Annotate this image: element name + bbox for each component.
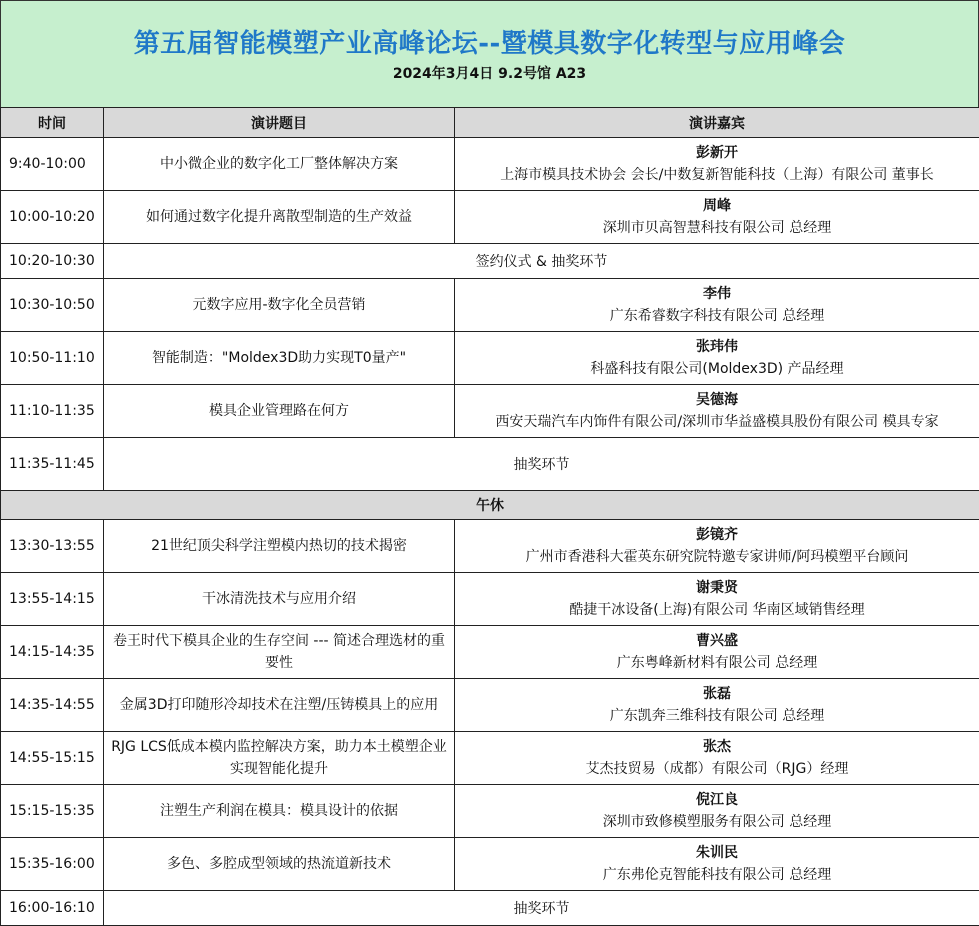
speaker-cell (455, 332, 979, 385)
speaker-name: 曹兴盛 (459, 630, 975, 652)
session-break-cell: 签约仪式 & 抽奖环节 (104, 244, 979, 279)
speaker-cell (455, 191, 979, 244)
topic-cell: 卷王时代下模具企业的生存空间 --- 简述合理选材的重要性 (104, 626, 455, 679)
column-header-speaker: 演讲嘉宾 (455, 108, 979, 138)
table-row (1, 244, 979, 279)
speaker-cell (455, 679, 979, 732)
time-cell: 15:15-15:35 (1, 785, 104, 838)
speaker-cell (455, 785, 979, 838)
table-row (1, 891, 979, 926)
table-row (1, 679, 979, 732)
column-header-time: 时间 (1, 108, 104, 138)
time-cell: 10:50-11:10 (1, 332, 104, 385)
topic-cell: 21世纪顶尖科学注塑模内热切的技术揭密 (104, 520, 455, 573)
topic-cell: 智能制造："Moldex3D助力实现T0量产" (104, 332, 455, 385)
speaker-name: 张磊 (459, 683, 975, 705)
time-cell: 16:00-16:10 (1, 891, 104, 926)
speaker-org: 酷捷干冰设备(上海)有限公司 华南区域销售经理 (459, 599, 975, 621)
speaker-cell (455, 279, 979, 332)
lunch-break-row (1, 491, 979, 520)
time-cell: 14:35-14:55 (1, 679, 104, 732)
speaker-org: 广州市香港科大霍英东研究院特邀专家讲师/阿玛模塑平台顾问 (459, 546, 975, 568)
page-title: 第五届智能模塑产业高峰论坛--暨模具数字化转型与应用峰会 (1, 23, 978, 60)
topic-cell: 多色、多腔成型领域的热流道新技术 (104, 838, 455, 891)
speaker-org: 艾杰技贸易（成都）有限公司（RJG）经理 (459, 758, 975, 780)
agenda-table (0, 107, 979, 926)
event-date-venue: 2024年3月4日 9.2号馆 A23 (1, 63, 978, 83)
speaker-org: 西安天瑞汽车内饰件有限公司/深圳市华益盛模具股份有限公司 模具专家 (459, 411, 975, 433)
speaker-cell (455, 385, 979, 438)
time-cell: 9:40-10:00 (1, 138, 104, 191)
topic-cell: 模具企业管理路在何方 (104, 385, 455, 438)
table-row (1, 191, 979, 244)
topic-cell: 中小微企业的数字化工厂整体解决方案 (104, 138, 455, 191)
speaker-cell (455, 573, 979, 626)
table-row (1, 385, 979, 438)
speaker-name: 彭新开 (459, 142, 975, 164)
speaker-name: 周峰 (459, 195, 975, 217)
speaker-org: 深圳市贝高智慧科技有限公司 总经理 (459, 217, 975, 239)
time-cell: 10:00-10:20 (1, 191, 104, 244)
table-row (1, 279, 979, 332)
speaker-cell (455, 626, 979, 679)
topic-cell: 注塑生产利润在模具：模具设计的依据 (104, 785, 455, 838)
speaker-name: 倪江良 (459, 789, 975, 811)
table-row (1, 785, 979, 838)
speaker-name: 彭镜齐 (459, 524, 975, 546)
speaker-org: 广东粤峰新材料有限公司 总经理 (459, 652, 975, 674)
agenda-header (0, 0, 979, 108)
time-cell: 11:10-11:35 (1, 385, 104, 438)
table-row (1, 573, 979, 626)
session-break-cell: 抽奖环节 (104, 438, 979, 491)
speaker-org: 广东弗伦克智能科技有限公司 总经理 (459, 864, 975, 886)
speaker-org: 广东凯奔三维科技有限公司 总经理 (459, 705, 975, 727)
speaker-name: 吴德海 (459, 389, 975, 411)
speaker-cell (455, 138, 979, 191)
speaker-name: 李伟 (459, 283, 975, 305)
time-cell: 10:30-10:50 (1, 279, 104, 332)
topic-cell: RJG LCS低成本模内监控解决方案，助力本土模塑企业实现智能化提升 (104, 732, 455, 785)
speaker-org: 深圳市致修模塑服务有限公司 总经理 (459, 811, 975, 833)
topic-cell: 元数字应用-数字化全员营销 (104, 279, 455, 332)
speaker-org: 广东希睿数字科技有限公司 总经理 (459, 305, 975, 327)
table-row (1, 438, 979, 491)
speaker-cell (455, 732, 979, 785)
time-cell: 14:55-15:15 (1, 732, 104, 785)
table-row (1, 838, 979, 891)
table-row (1, 520, 979, 573)
speaker-cell (455, 838, 979, 891)
column-header-topic: 演讲题目 (104, 108, 455, 138)
time-cell: 13:30-13:55 (1, 520, 104, 573)
speaker-name: 张杰 (459, 736, 975, 758)
time-cell: 11:35-11:45 (1, 438, 104, 491)
speaker-org: 科盛科技有限公司(Moldex3D) 产品经理 (459, 358, 975, 380)
speaker-name: 朱训民 (459, 842, 975, 864)
table-header-row (1, 108, 979, 138)
topic-cell: 干冰清洗技术与应用介绍 (104, 573, 455, 626)
speaker-cell (455, 520, 979, 573)
speaker-name: 谢秉贤 (459, 577, 975, 599)
topic-cell: 如何通过数字化提升离散型制造的生产效益 (104, 191, 455, 244)
time-cell: 13:55-14:15 (1, 573, 104, 626)
speaker-org: 上海市模具技术协会 会长/中数复新智能科技（上海）有限公司 董事长 (459, 164, 975, 186)
time-cell: 14:15-14:35 (1, 626, 104, 679)
table-row (1, 626, 979, 679)
table-row (1, 138, 979, 191)
table-row (1, 332, 979, 385)
time-cell: 15:35-16:00 (1, 838, 104, 891)
time-cell: 10:20-10:30 (1, 244, 104, 279)
topic-cell: 金属3D打印随形冷却技术在注塑/压铸模具上的应用 (104, 679, 455, 732)
lunch-break-label: 午休 (1, 491, 979, 520)
session-break-cell: 抽奖环节 (104, 891, 979, 926)
table-row (1, 732, 979, 785)
speaker-name: 张玮伟 (459, 336, 975, 358)
